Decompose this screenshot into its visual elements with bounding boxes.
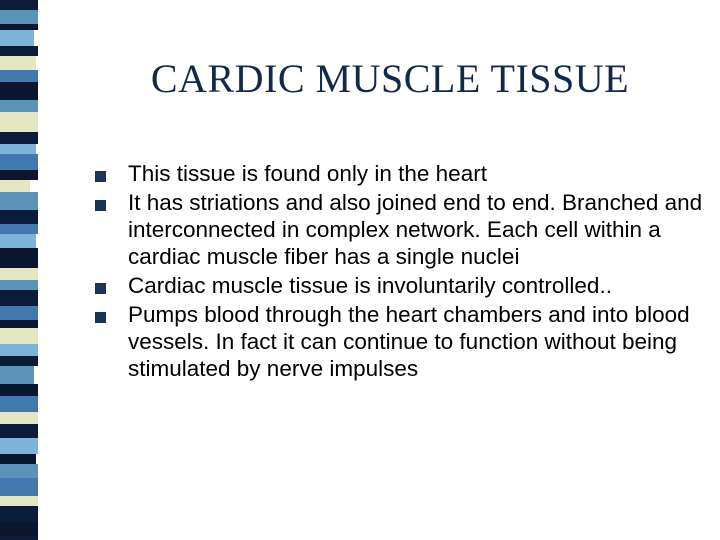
stripe-block xyxy=(0,180,30,192)
stripe-block xyxy=(0,56,36,70)
square-bullet-icon xyxy=(95,283,106,294)
stripe-block xyxy=(0,478,38,496)
stripe-block xyxy=(0,344,38,356)
stripe-block xyxy=(0,438,38,454)
stripe-block xyxy=(0,366,34,384)
stripe-block xyxy=(0,306,38,320)
stripe-block xyxy=(0,82,38,100)
decorative-stripe xyxy=(0,0,38,540)
stripe-block xyxy=(0,224,38,234)
stripe-block xyxy=(0,70,38,82)
slide-title: CARDIC MUSCLE TISSUE xyxy=(150,56,630,101)
bullet-list xyxy=(95,160,705,382)
stripe-block xyxy=(0,396,38,412)
stripe-block xyxy=(0,496,38,506)
stripe-block xyxy=(0,10,38,24)
stripe-block xyxy=(0,46,38,56)
stripe-block xyxy=(0,384,38,396)
bullet-text: This tissue is found only in the heart xyxy=(128,161,487,186)
stripe-block xyxy=(0,424,38,438)
stripe-block xyxy=(0,210,38,224)
stripe-block xyxy=(0,454,36,464)
stripe-block xyxy=(0,464,38,478)
bullet-item xyxy=(95,189,705,270)
stripe-block xyxy=(0,170,38,180)
stripe-block xyxy=(0,536,38,540)
bullet-item xyxy=(95,272,705,299)
bullet-text: It has striations and also joined end to end. Branched and interconnected in complex network. Each cell within a cardiac muscle fiber has a single nuclei xyxy=(128,190,703,269)
stripe-block xyxy=(0,0,38,10)
stripe-block xyxy=(0,412,38,424)
stripe-block xyxy=(0,356,38,366)
stripe-block xyxy=(0,290,38,306)
stripe-block xyxy=(0,522,38,536)
bullet-text: Cardiac muscle tissue is involuntarily controlled.. xyxy=(128,273,612,298)
stripe-block xyxy=(0,506,38,522)
bullet-item xyxy=(95,160,705,187)
stripe-block xyxy=(0,280,38,290)
stripe-block xyxy=(0,30,34,46)
bullet-item xyxy=(95,301,705,382)
stripe-block xyxy=(0,328,38,344)
stripe-block xyxy=(0,192,38,210)
stripe-block xyxy=(0,320,38,328)
square-bullet-icon xyxy=(95,200,106,211)
stripe-block xyxy=(0,132,38,144)
stripe-block xyxy=(0,100,38,112)
stripe-block xyxy=(0,248,38,268)
stripe-block xyxy=(0,144,36,154)
square-bullet-icon xyxy=(95,171,106,182)
square-bullet-icon xyxy=(95,312,106,323)
stripe-block xyxy=(0,112,38,132)
bullet-text: Pumps blood through the heart chambers and into blood vessels. In fact it can continue to function without being stimulated by nerve impulses xyxy=(128,302,690,381)
stripe-block xyxy=(0,234,36,248)
stripe-block xyxy=(0,268,38,280)
stripe-block xyxy=(0,154,38,170)
